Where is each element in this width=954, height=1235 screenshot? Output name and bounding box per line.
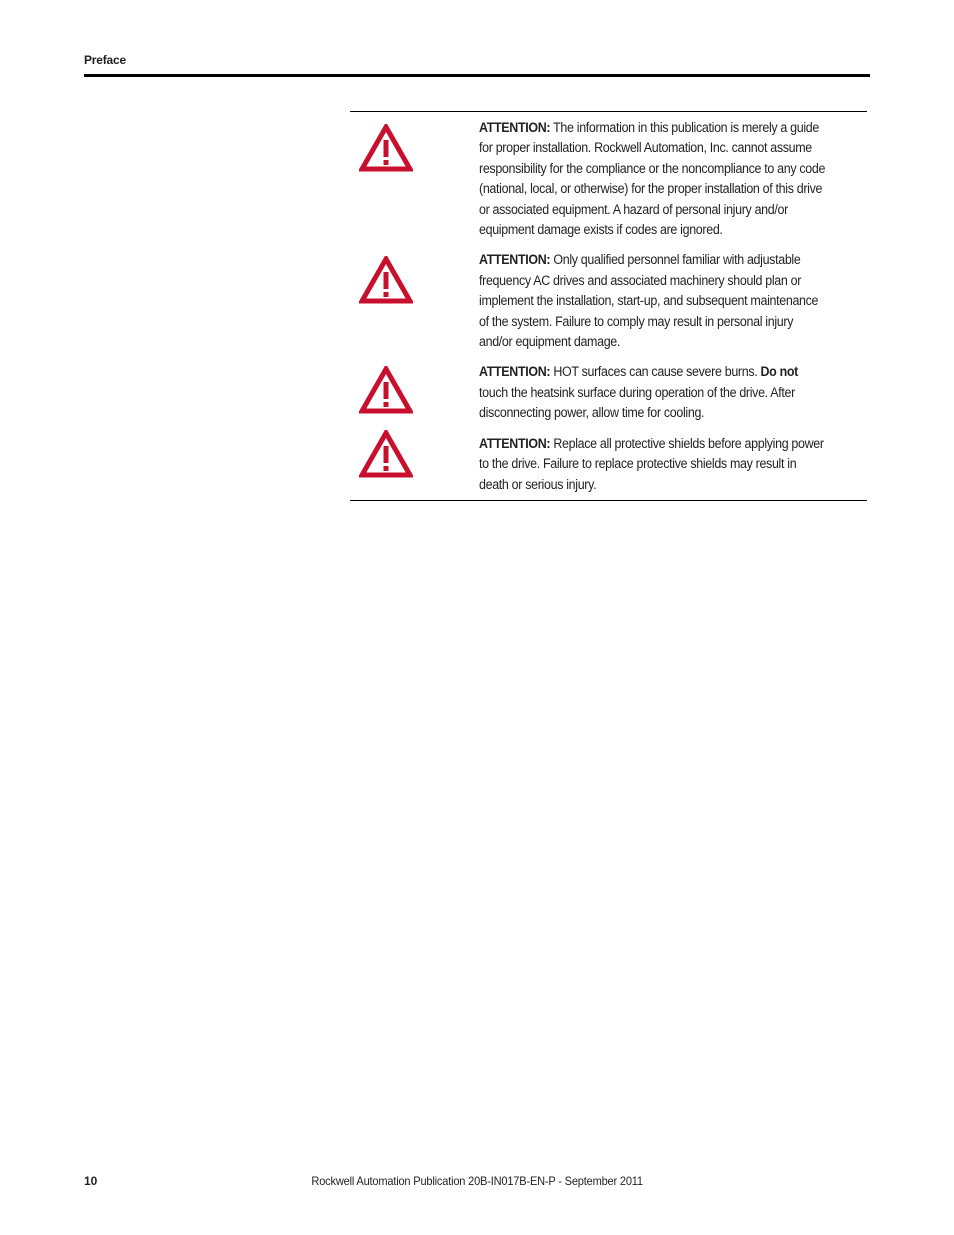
page-number: 10 [84,1174,98,1188]
header-rule [84,74,870,77]
attention-label: ATTENTION: [479,435,551,451]
attention-notice-hot-surfaces [350,362,867,423]
warning-triangle-icon [359,256,413,304]
warning-triangle-icon [359,124,413,172]
emphasis-do-not: Do not [760,364,798,380]
section-label: Preface [84,53,126,67]
attention-label: ATTENTION: [479,120,551,135]
notice-text: ATTENTION: The information in this publication is merely a guide for proper installation. Rockwell Automation, Inc. cannot assume responsibility for the compliance or the noncompliance to any code (national, local, or otherwise) for the proper installation of this drive or associated equipment. A hazard of personal injury and/or equipment damage exists if codes are ignored. [479,120,826,238]
notice-text: ATTENTION: Replace all protective shields before applying power to the drive. Failure to replace protective shields may result in death or serious injury. [479,435,824,492]
attention-notice-installation [350,118,867,240]
publication-footer: Rockwell Automation Publication 20B-IN017B-EN-P - September 2011 [311,1174,643,1188]
attention-notices-table [350,111,867,501]
warning-triangle-icon [359,366,413,414]
attention-notice-qualified-personnel [350,250,867,352]
attention-label: ATTENTION: [479,364,551,380]
attention-notice-protective-shields [350,434,867,495]
warning-triangle-icon [359,430,413,478]
attention-label: ATTENTION: [479,252,551,268]
notice-text: ATTENTION: HOT surfaces can cause severe burns. Do not touch the heatsink surface during operation of the drive. After disconnecting power, allow time for cooling. [479,364,798,421]
notice-text: ATTENTION: Only qualified personnel familiar with adjustable frequency AC drives and associated machinery should plan or implement the installation, start-up, and subsequent maintenance of the system. Failure to comply may result in personal injury and/or equipment damage. [479,252,819,350]
